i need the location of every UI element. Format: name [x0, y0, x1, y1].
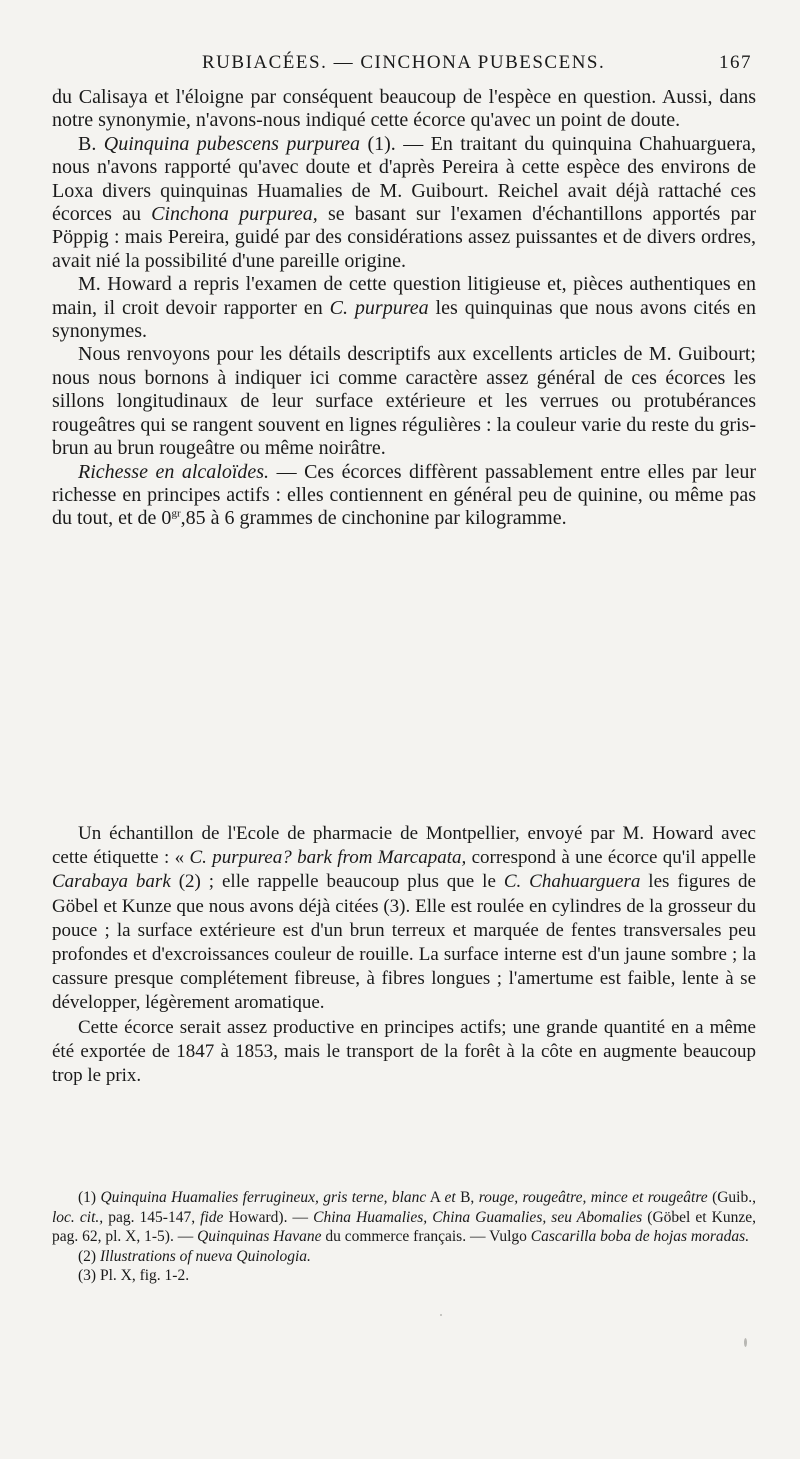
paragraph-3-text-b: les quinquinas que nous avons cités en synonymes.: [52, 296, 757, 343]
paragraph-6-text-b: correspond à une écorce qu'il appelle: [466, 847, 756, 869]
fn-italic: Quinquina Huamalies ferrugineux, gris terne, blanc: [100, 1189, 427, 1206]
paragraph-7: Cette écorce serait assez productive en principes actifs; une grande quantité en a même été exportée de 1847 à 1853, mais le transport de la forêt à la côte en augmente beaucoup trop le prix.: [52, 1016, 756, 1087]
fn-text: (Göbel et Kunze, pag. 62, pl. X, 1-5). —: [52, 1208, 756, 1245]
fn-italic: rouge, rougeâtre, mince et rougeâtre: [478, 1189, 708, 1206]
fn-italic: loc. cit.,: [52, 1208, 104, 1226]
paragraph-6-text-d: les figures de Göbel et Kunze que nous avons déjà citées (3). Elle est roulée en cylindres de la grosseur du pouce ; la surface extérieure est d'un brun terreux et marquée de fentes transversales peu profondes et d'excroissances couleur de rouille. La surface interne est d'un jaune sombre ; la cassure presque complétement fibreuse, à fibres longues ; l'amertume est faible, lente à se développer, légèrement aromatique.: [52, 871, 756, 1014]
footnote-number: (3): [78, 1267, 100, 1284]
species-name: C. Chahuarguera: [503, 871, 641, 893]
fn-italic: China Huamalies, China Guamalies, seu Abomalies: [313, 1208, 643, 1226]
fn-text: Pl. X, fig. 1-2.: [99, 1267, 190, 1284]
paragraph-2-text-a: (1). — En traitant du quinquina Chahuarguera, nous n'avons rapporté qu'avec doute et d'après Pereira à cette espèce des environs de Loxa divers quinquinas Huamalies de M. Guibourt. Reichel avait déjà rattaché ces écorces au: [52, 132, 756, 226]
fn-text: B,: [455, 1189, 479, 1206]
paragraph-6-text-a: Un échantillon de l'Ecole de pharmacie de Montpellier, envoyé par M. Howard avec cette étiquette : «: [52, 823, 756, 869]
paragraph-2-text-b: se basant sur l'examen d'échantillons apportés par Pöppig : mais Pereira, guidé par des considérations assez puissantes et de divers ordres, avait nié la possibilité d'une pareille origine.: [52, 203, 756, 272]
bark-name: Carabaya bark: [52, 871, 171, 893]
footnote-3: [52, 1266, 756, 1286]
fn-text: A: [426, 1189, 445, 1206]
paper-speck: [440, 1314, 442, 1316]
fn-italic: Quinquinas Havane: [197, 1228, 322, 1245]
paragraph-6: [52, 822, 756, 1016]
main-text-upper: [52, 86, 756, 531]
paragraph-4: Nous renvoyons pour les détails descriptifs aux excellents articles de M. Guibourt; nous nous bornons à indiquer ici comme caractère assez général de ces écorces les sillons longitudinaux de leur surface extérieure et les verrues ou protubérances rougeâtres qui se rangent souvent en lignes régulières : la couleur varie du reste du gris-brun au brun rougeâtre ou même noirâtre.: [52, 343, 756, 460]
running-header: [52, 52, 752, 78]
fn-text: pag. 145-147,: [103, 1208, 201, 1226]
fn-text: Howard). —: [223, 1208, 314, 1226]
fn-italic: Cascarilla boba de hojas moradas.: [530, 1228, 750, 1245]
paragraph-1: du Calisaya et l'éloigne par conséquent beaucoup de l'espèce en question. Aussi, dans notre synonymie, n'avons-nous indiqué cette écorce qu'avec un point de doute.: [52, 86, 756, 132]
footnote-number: (1): [78, 1189, 101, 1206]
page-number: 167: [719, 52, 752, 73]
paragraph-5-text-b: ,85 à 6 grammes de cinchonine par kilogramme.: [180, 507, 567, 530]
species-name: C. purpurea: [329, 296, 429, 319]
subsection-title: Richesse en alcaloïdes.: [78, 460, 270, 483]
paragraph-3-text-a: M. Howard a repris l'examen de cette question litigieuse et, pièces authentiques en main, il croit devoir rapporter en: [52, 273, 756, 319]
running-title: RUBIACÉES. — CINCHONA PUBESCENS.: [202, 52, 606, 73]
paragraph-5: [52, 461, 756, 531]
unit-superscript: gr: [171, 507, 181, 520]
paragraph-6-text-c: (2) ; elle rappelle beaucoup plus que le: [170, 871, 504, 893]
fn-italic: fide: [200, 1208, 224, 1226]
footnote-1: [52, 1188, 756, 1247]
fn-text: du commerce français. — Vulgo: [321, 1228, 531, 1245]
section-title: Quinquina pubescens purpurea: [103, 132, 361, 155]
fn-italic: Illustrations of nueva Quinologia.: [99, 1247, 311, 1265]
paper-speck: [744, 1338, 747, 1347]
footnote-2: [52, 1247, 756, 1267]
paragraph-3: [52, 273, 756, 343]
paragraph-2: [52, 133, 756, 273]
paragraph-5-text-a: — Ces écorces diffèrent passablement entre elles par leur richesse en principes actifs : elles contiennent en général peu de quinine, ou même pas du tout, et de 0: [52, 460, 756, 530]
main-text-lower: [52, 822, 756, 1088]
section-letter: B.: [78, 132, 104, 155]
footnotes: [52, 1188, 756, 1286]
fn-text: (Guib.,: [707, 1189, 756, 1206]
footnote-number: (2): [78, 1247, 100, 1265]
label-quote: C. purpurea? bark from Marcapata,: [189, 847, 467, 869]
species-name: Cinchona purpurea,: [151, 203, 318, 226]
fn-italic: et: [444, 1189, 456, 1206]
